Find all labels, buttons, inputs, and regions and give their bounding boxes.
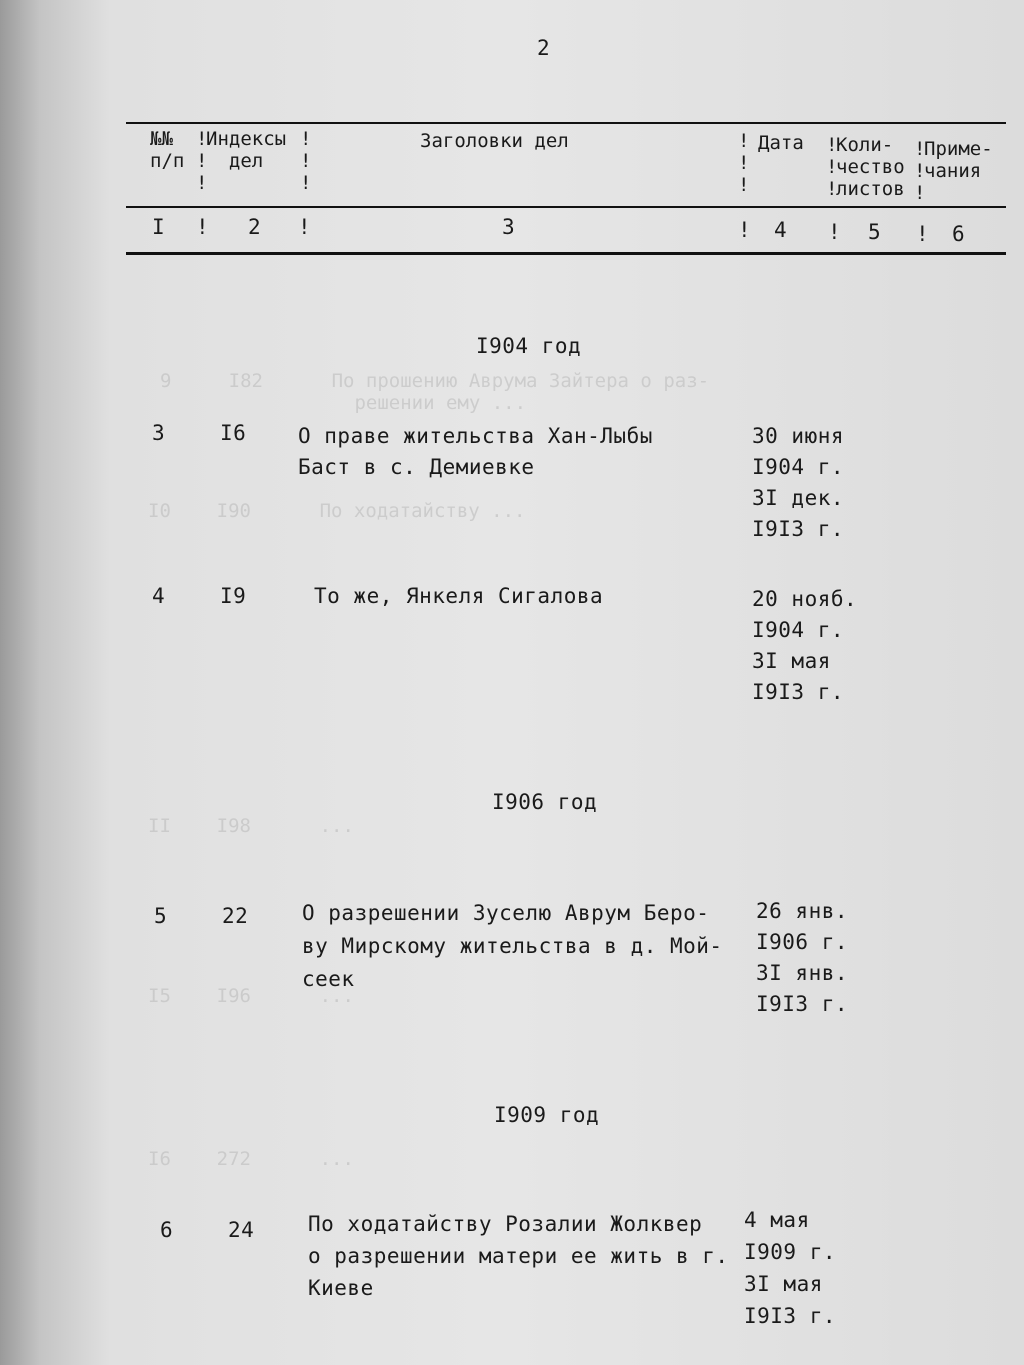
header-col-sheets: Коли- чество листов	[836, 134, 905, 200]
row-date: 26 янв. I906 г. 3I янв. I9I3 г.	[756, 899, 849, 1016]
section-year: I909 год	[494, 1103, 600, 1127]
row-date: 4 мая I909 г. 3I мая I9I3 г.	[744, 1208, 837, 1328]
bleed-through-text: I5 I96 ...	[148, 985, 354, 1007]
bleed-through-text: 9 I82 По прошению Аврума Зайтера о раз- решении ему ...	[160, 370, 710, 414]
header-separator: ! ! !	[914, 138, 926, 204]
row-index: 24	[228, 1218, 255, 1242]
row-title: О праве жительства Хан-Лыбы Баст в с. Демиевке	[298, 424, 653, 479]
header-separator: ! ! !	[826, 134, 838, 200]
bleed-through-text: II I98 ...	[148, 815, 354, 837]
column-number-5: 5	[868, 220, 882, 244]
row-number: 5	[154, 904, 168, 928]
header-separator: !	[738, 218, 752, 242]
header-separator: !	[196, 215, 210, 239]
header-bottom-rule	[126, 252, 1006, 255]
header-middle-rule	[126, 206, 1006, 208]
section-year: I904 год	[476, 334, 582, 358]
row-date: 30 июня I904 г. 3I дек. I9I3 г.	[752, 424, 845, 541]
bleed-through-text: I0 I90 По ходатайству ...	[148, 500, 526, 522]
header-col-titles: Заголовки дел	[420, 130, 569, 152]
header-col-number: №№ п/п	[150, 128, 185, 172]
header-separator: ! ! !	[300, 128, 312, 194]
column-number-3: 3	[502, 215, 516, 239]
row-number: 4	[152, 584, 166, 608]
header-separator: !	[828, 220, 842, 244]
column-number-1: I	[152, 215, 166, 239]
header-separator: ! ! !	[196, 128, 208, 194]
page-number: 2	[537, 36, 551, 60]
header-col-date: Дата	[758, 132, 804, 154]
row-index: I6	[220, 421, 247, 445]
row-title: О разрешении Зуселю Аврум Беро- ву Мирскому жительства в д. Мой- сеек	[302, 901, 723, 991]
header-col-notes: Приме- чания	[924, 138, 993, 182]
row-date: 20 нояб. I904 г. 3I мая I9I3 г.	[752, 587, 858, 704]
column-number-2: 2	[248, 215, 262, 239]
row-index: 22	[222, 904, 249, 928]
column-number-4: 4	[774, 218, 788, 242]
row-index: I9	[220, 584, 247, 608]
section-year: I906 год	[492, 790, 598, 814]
bleed-through-text: I6 272 ...	[148, 1148, 354, 1170]
row-number: 3	[152, 421, 166, 445]
header-separator: !	[298, 215, 312, 239]
header-top-rule	[126, 122, 1006, 124]
header-separator: ! ! !	[738, 130, 750, 196]
row-number: 6	[160, 1218, 174, 1242]
header-col-index: Индексы дел	[206, 128, 287, 172]
header-separator: !	[916, 222, 930, 246]
row-title: По ходатайству Розалии Жолквер о разрешении матери ее жить в г. Киеве	[308, 1212, 729, 1300]
column-number-6: 6	[952, 222, 966, 246]
row-title: То же, Янкеля Сигалова	[314, 584, 604, 608]
